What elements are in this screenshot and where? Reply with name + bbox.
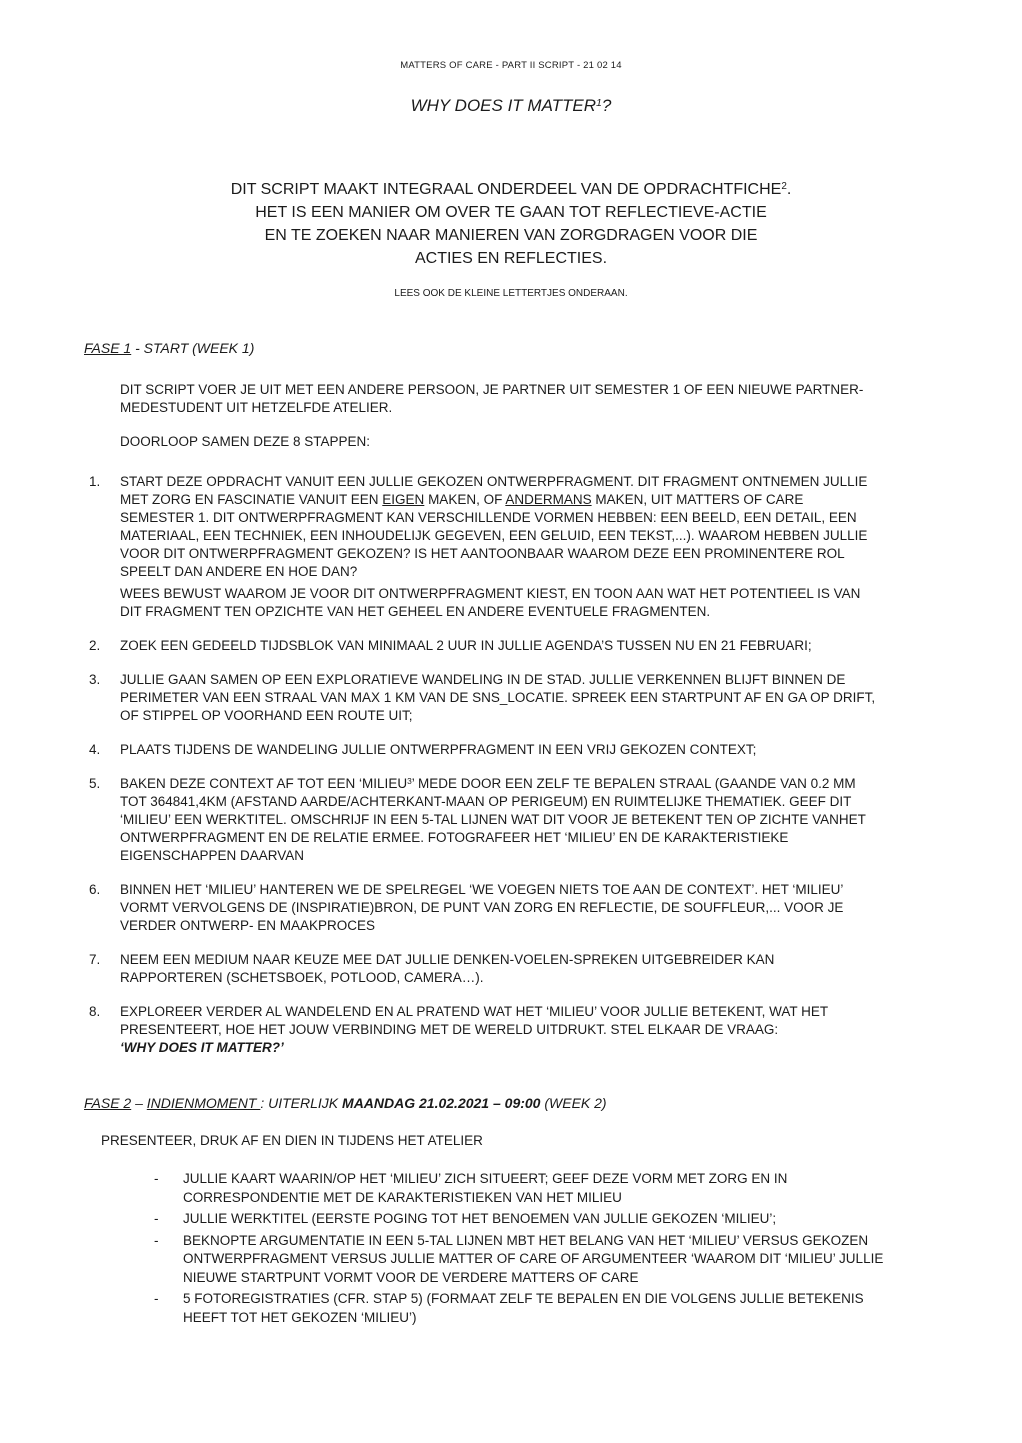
- fase1-heading-rest: - START (WEEK 1): [131, 340, 255, 356]
- bullet-dash: -: [154, 1232, 159, 1248]
- step-number: 3.: [89, 672, 101, 687]
- step-list: [0, 473, 1022, 1057]
- intro-line-1-text: DIT SCRIPT MAAKT INTEGRAAL ONDERDEEL VAN DE OPDRACHTFICHE: [230, 181, 782, 198]
- step-number: 8.: [89, 1004, 101, 1019]
- fase1-heading: [84, 340, 1022, 357]
- bullet-dash: -: [154, 1211, 159, 1226]
- fase2-heading-phase: FASE 2: [84, 1095, 132, 1111]
- step-item-1: [89, 473, 1022, 621]
- step-8-question-line: ‘WHY DOES IT MATTER?’: [120, 1040, 284, 1055]
- step-1-seg-c: MAKEN, UIT MATTERS OF CARE SEMESTER 1. DIT ONTWERPFRAGMENT KAN VERSCHILLENDE VORMEN HEBBEN: EEN BEELD, EEN DETAIL, EEN MATERIAAL, EEN TECHNIEK, EEN INHOUDELIJK GEGEVEN, EEN GELUID, EEN TEKST,...). WAAROM HEBBEN JULLIE VOOR DIT ONTWERPFRAGMENT GEKOZEN? IS HET AANTOONBAAR WAAROM DEZE EEN PROMINENTERE ROL SPEELT DAN ANDERE EN HOE DAN?: [120, 492, 868, 579]
- step-3-paragraph: JULLIE GAAN SAMEN OP EEN EXPLORATIEVE WANDELING IN DE STAD. JULLIE VERKENNEN BLIJFT BINNEN DE PERIMETER VAN EEN STRAAL VAN MAX 1 KM VAN DE SNS_LOCATIE. SPREEK EEN STARTPUNT AF EN GA OP DRIFT, OF STIPPEL OP VOORHAND EEN ROUTE UIT;: [120, 672, 876, 723]
- fase2-heading-deadline: MAANDAG 21.02.2021 – 09:00: [342, 1095, 541, 1111]
- step-number: 7.: [89, 952, 101, 967]
- intro-line-4: ACTIES EN REFLECTIES.: [414, 250, 608, 267]
- fase1-steps-lead: DOORLOOP SAMEN DEZE 8 STAPPEN:: [120, 434, 371, 449]
- step-1-underlined-andermans: ANDERMANS: [505, 492, 592, 507]
- step-item-3: [89, 671, 1022, 725]
- step-item-7: [89, 951, 1022, 987]
- step-5-seg-a: BAKEN DEZE CONTEXT AF TOT EEN ‘MILIEU: [120, 776, 408, 791]
- fase2-heading-sep: –: [131, 1095, 147, 1111]
- title-text: WHY DOES IT MATTER: [410, 96, 597, 115]
- step-text: [120, 473, 876, 621]
- bullet-text: BEKNOPTE ARGUMENTATIE IN EEN 5-TAL LIJNEN MBT HET BELANG VAN HET ‘MILIEU’ VERSUS GEKOZEN ONTWERPFRAGMENT VERSUS JULLIE MATTER OF CARE OF ARGUMENTEER ‘WAAROM DIT ‘MILIEU’ JULLIE NIEUWE STARTPUNT VORMT VOOR DE VERDERE MATTERS OF CARE: [183, 1232, 884, 1285]
- intro-footnote-ref: 2: [781, 181, 787, 193]
- bullet-dash: -: [154, 1171, 159, 1186]
- intro-line-3: EN TE ZOEKEN NAAR MANIEREN VAN ZORGDRAGEN VOOR DIE: [264, 227, 758, 244]
- fase2-heading-moment: INDIENMOMENT: [146, 1095, 261, 1111]
- step-1-paragraph-1: [120, 473, 876, 581]
- bullet-item-3: [154, 1232, 1022, 1288]
- bullet-dash: -: [154, 1291, 159, 1306]
- step-number: 5.: [89, 776, 101, 791]
- step-2-paragraph: ZOEK EEN GEDEELD TIJDSBLOK VAN MINIMAAL 2 UUR IN JULLIE AGENDA’S TUSSEN NU EN 21 FEBRUARI;: [120, 638, 812, 653]
- step-4-paragraph: PLAATS TIJDENS DE WANDELING JULLIE ONTWERPFRAGMENT IN EEN VRIJ GEKOZEN CONTEXT;: [120, 742, 757, 757]
- step-text: [120, 637, 876, 655]
- fase1-heading-phase: FASE 1: [84, 340, 132, 356]
- step-text: [120, 1003, 876, 1057]
- bullet-item-2: [154, 1210, 1022, 1229]
- bullet-text: 5 FOTOREGISTRATIES (CFR. STAP 5) (FORMAAT ZELF TE BEPALEN EN DIE VOLGENS JULLIE BETEKENIS HEEFT TOT HET GEKOZEN ‘MILIEU’): [183, 1291, 864, 1325]
- step-item-5: [89, 775, 1022, 865]
- bullet-text: JULLIE WERKTITEL (EERSTE POGING TOT HET BENOEMEN VAN JULLIE GEKOZEN ‘MILIEU’;: [183, 1211, 777, 1226]
- intro-line-1: [0, 178, 1022, 201]
- intro-line-1-after: .: [786, 181, 792, 198]
- title-after: ?: [601, 96, 612, 115]
- step-item-4: [89, 741, 1022, 759]
- step-8-paragraph: EXPLOREER VERDER AL WANDELEND EN AL PRATEND WAT HET ‘MILIEU’ VOOR JULLIE BETEKENT, WAT HET PRESENTEERT, HOE HET JOUW VERBINDING MET DE WERELD UITDRUKT. STEL ELKAAR DE VRAAG:: [120, 1004, 828, 1037]
- step-7-paragraph: NEEM EEN MEDIUM NAAR KEUZE MEE DAT JULLIE DENKEN-VOELEN-SPREKEN UITGEBREIDER KAN RAPPORTEREN (SCHETSBOEK, POTLOOD, CAMERA…).: [120, 952, 775, 985]
- document-title: [0, 96, 1022, 116]
- step-5-footnote-ref: 3: [407, 775, 412, 786]
- bullet-item-4: [154, 1290, 1022, 1327]
- bullet-list: [0, 1170, 1022, 1327]
- step-5-seg-b: ’ MEDE DOOR EEN ZELF TE BEPALEN STRAAL (GAANDE VAN 0.2 MM TOT 364841,4KM (AFSTAND AARDE/ACHTERKANT-MAAN OP PERIGEUM) EN RUIMTELIJKE THEMATIEK. GEEF DIT ‘MILIEU’ EEN WERKTITEL. OMSCHRIJF IN EEN 5-TAL LIJNEN WAT DIT VOOR JE BETEKENT TEN OP ZICHTE VANHET ONTWERPFRAGMENT EN DE RELATIE ERMEE. FOTOGRAFEER HET ‘MILIEU’ EN DE KARAKTERISTIEKE EIGENSCHAPPEN DAARVAN: [120, 776, 866, 863]
- step-number: 6.: [89, 882, 101, 897]
- step-text: [120, 741, 876, 759]
- fase2-heading-rest: (WEEK 2): [540, 1095, 607, 1111]
- fase2-heading-mid: : UITERLIJK: [260, 1095, 343, 1111]
- step-text: [120, 775, 876, 865]
- step-number: 4.: [89, 742, 101, 757]
- step-1-paragraph-2: WEES BEWUST WAAROM JE VOOR DIT ONTWERPFRAGMENT KIEST, EN TOON AAN WAT HET POTENTIEEL IS VAN DIT FRAGMENT TEN OPZICHTE VAN HET GEHEEL EN ANDERE EVENTUELE FRAGMENTEN.: [120, 586, 861, 619]
- step-text: [120, 951, 876, 987]
- step-1-seg-b: MAKEN, OF: [424, 492, 506, 507]
- document-header-text: MATTERS OF CARE - PART II SCRIPT - 21 02 14: [400, 60, 622, 71]
- step-item-2: [89, 637, 1022, 655]
- step-number: 1.: [89, 474, 101, 489]
- title-footnote-ref: 1: [596, 96, 602, 109]
- document-header: [0, 60, 1022, 72]
- step-1-underlined-eigen: EIGEN: [382, 492, 425, 507]
- bullet-item-1: [154, 1170, 1022, 1207]
- step-5-paragraph: [120, 775, 876, 865]
- fase2-lead-paragraph: PRESENTEER, DRUK AF EN DIEN IN TIJDENS HET ATELIER: [101, 1133, 483, 1148]
- fine-print-note: LEES OOK DE KLEINE LETTERTJES ONDERAAN.: [394, 288, 628, 299]
- intro-line-2: HET IS EEN MANIER OM OVER TE GAAN TOT REFLECTIEVE-ACTIE: [255, 204, 767, 221]
- fase2-heading: [84, 1095, 1022, 1112]
- step-item-6: [89, 881, 1022, 935]
- step-text: [120, 671, 876, 725]
- fase1-partner-paragraph: DIT SCRIPT VOER JE UIT MET EEN ANDERE PERSOON, JE PARTNER UIT SEMESTER 1 OF EEN NIEUWE PARTNER-MEDESTUDENT UIT HETZELFDE ATELIER.: [120, 382, 864, 415]
- step-6-paragraph: BINNEN HET ‘MILIEU’ HANTEREN WE DE SPELREGEL ‘WE VOEGEN NIETS TOE AAN DE CONTEXT’. HET ‘MILIEU’ VORMT VERVOLGENS DE (INSPIRATIE)BRON, DE PUNT VAN ZORG EN REFLECTIE, DE SOUFFLEUR,... VOOR JE VERDER ONTWERP- EN MAAKPROCES: [120, 882, 844, 933]
- intro-paragraph: [0, 178, 1022, 270]
- step-1-seg-a: START DEZE OPDRACHT VANUIT EEN JULLIE GEKOZEN ONTWERPFRAGMENT. DIT FRAGMENT ONTNEMEN JULLIE MET ZORG EN FASCINATIE VANUIT EEN: [120, 474, 868, 507]
- step-item-8: [89, 1003, 1022, 1057]
- step-number: 2.: [89, 638, 101, 653]
- step-text: [120, 881, 876, 935]
- bullet-text: JULLIE KAART WAARIN/OP HET ‘MILIEU’ ZICH SITUEERT; GEEF DEZE VORM MET ZORG EN IN CORRESPONDENTIE MET DE KARAKTERISTIEKEN VAN HET MILIEU: [183, 1171, 788, 1205]
